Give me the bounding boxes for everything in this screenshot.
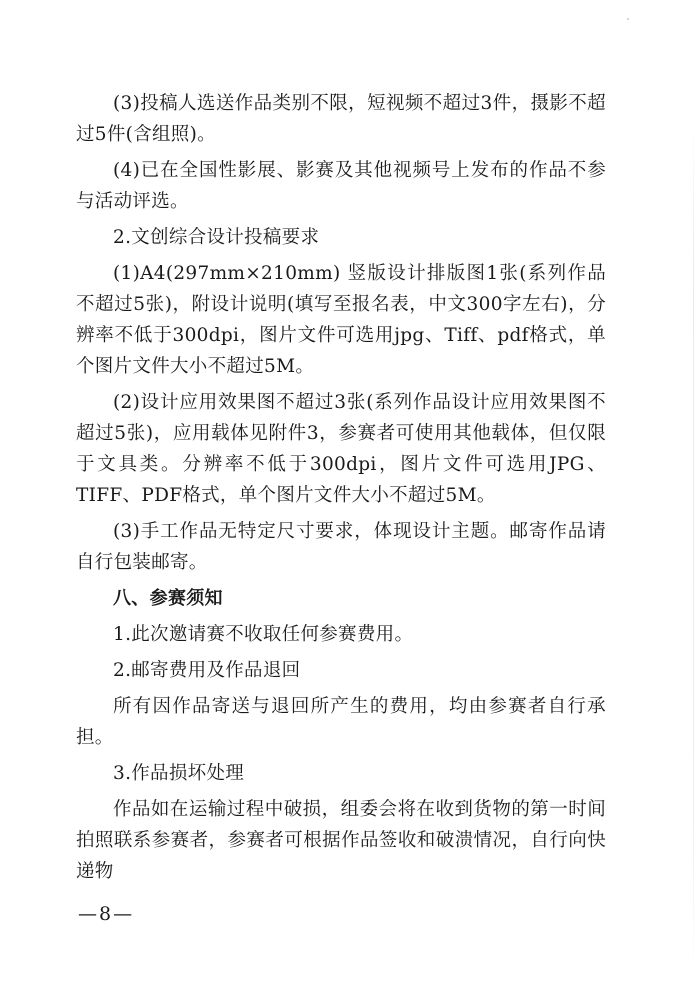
subheading-postage-return: 2.邮寄费用及作品退回 [113,660,301,681]
scan-speck [627,18,629,20]
paragraph-published-exclusion: (4)已在全国性影展、影赛及其他视频号上发布的作品不参与活动评选。 [76,160,606,212]
paragraph-no-fee: 1.此次邀请赛不收取任何参赛费用。 [113,624,414,645]
scan-edge-shadow [693,120,694,980]
document-body [76,88,606,892]
paragraph-postage-cost: 所有因作品寄送与退回所产生的费用，均由参赛者自行承担。 [76,696,606,748]
paragraph-handmade-requirements: (3)手工作品无特定尺寸要求，体现设计主题。邮寄作品请自行包装邮寄。 [76,521,606,573]
subheading-damage-handling: 3.作品损坏处理 [113,763,245,784]
page-number: —8— [78,903,135,925]
paragraph-damage-details: 作品如在运输过程中破损，组委会将在收到货物的第一时间拍照联系参赛者，参赛者可根据作品签收和破溃情况，自行向快递物 [76,799,606,882]
paragraph-submission-limit: (3)投稿人选送作品类别不限，短视频不超过3件，摄影不超过5件(含组照)。 [76,93,606,145]
paragraph-layout-requirements: (1)A4(297mm×210mm) 竖版设计排版图1张(系列作品不超过5张)，附设计说明(填写至报名表，中文300字左右)，分辨率不低于300dpi，图片文件可选用jpg、Tiff、pdf格式，单个图片文件大小不超过5M。 [76,263,606,377]
section-heading-notes: 八、参赛须知 [113,588,223,609]
paragraph-effect-image-requirements: (2)设计应用效果图不超过3张(系列作品设计应用效果图不超过5张)，应用载体见附件3，参赛者可使用其他载体，但仅限于文具类。分辨率不低于300dpi，图片文件可选用JPG、TIFF、PDF格式，单个图片文件大小不超过5M。 [76,392,606,506]
subheading-design-requirements: 2.文创综合设计投稿要求 [113,227,320,248]
